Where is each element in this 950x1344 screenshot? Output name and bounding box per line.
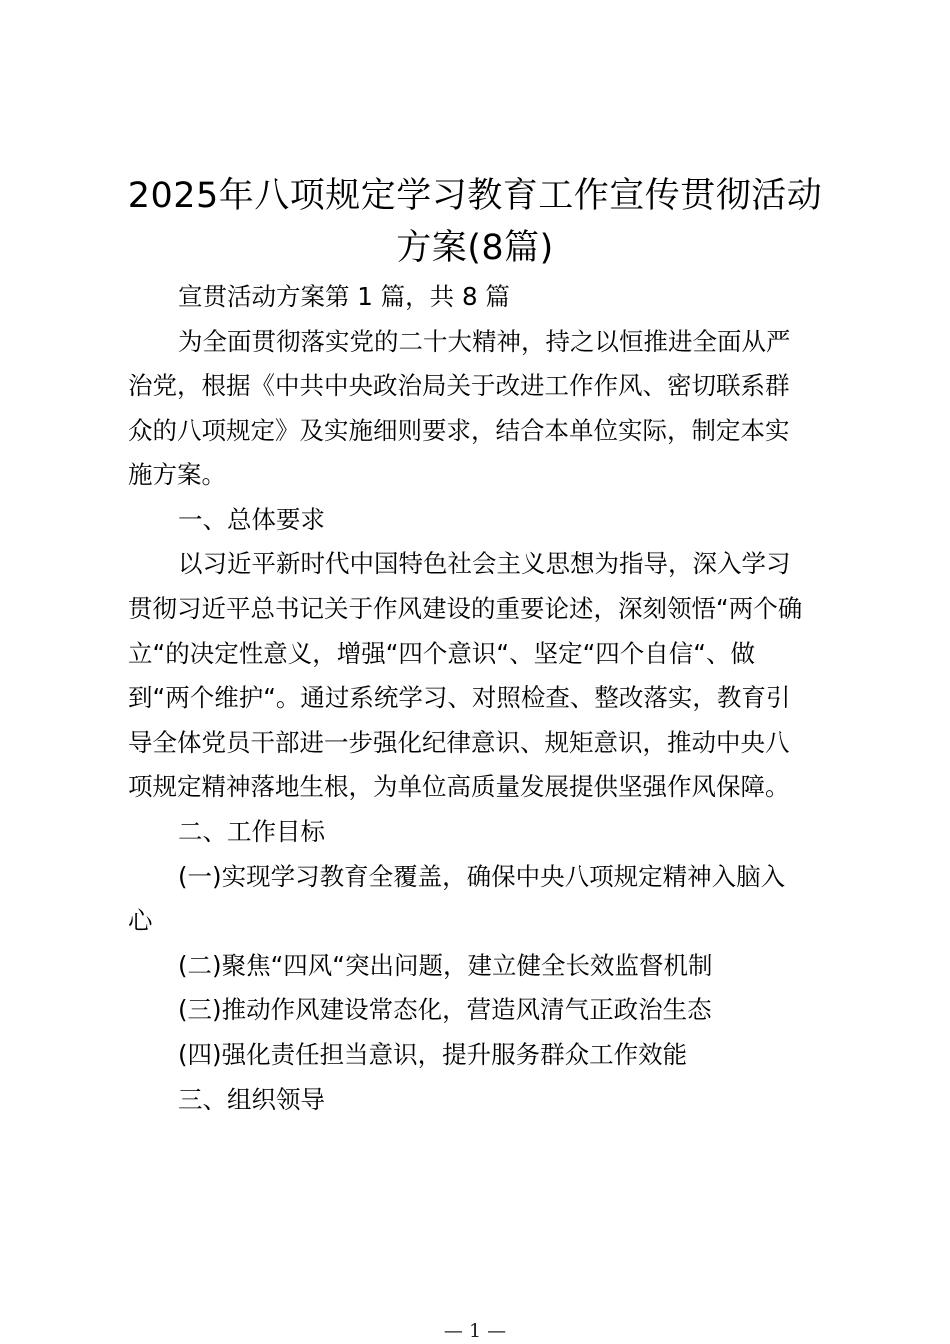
document-subtitle: 宣贯活动方案第 1 篇，共 8 篇 — [178, 282, 510, 311]
section1-paragraph-line: 以习近平新时代中国特色社会主义思想为指导，深入学习 — [178, 549, 791, 578]
intro-paragraph-line: 治党，根据《中共中央政治局关于改进工作作风、密切联系群 — [128, 371, 790, 400]
intro-paragraph-line: 为全面贯彻落实党的二十大精神，持之以恒推进全面从严 — [178, 327, 791, 356]
section-heading-work-goals: 二、工作目标 — [178, 817, 325, 846]
goal-item-1: (一)实现学习教育全覆盖，确保中央八项规定精神入脑入 — [178, 862, 786, 891]
goal-item-2: (二)聚焦“四风“突出问题，建立健全长效监督机制 — [178, 951, 713, 980]
section-heading-general-requirements: 一、总体要求 — [178, 505, 325, 534]
section-heading-organization-leadership: 三、组织领导 — [178, 1085, 325, 1114]
intro-paragraph-line: 众的八项规定》及实施细则要求，结合本单位实际，制定本实 — [128, 416, 790, 445]
document-title-line-1: 2025年八项规定学习教育工作宣传贯彻活动 — [127, 176, 823, 216]
section1-paragraph-line: 导全体党员干部进一步强化纪律意识、规矩意识，推动中央八 — [128, 728, 790, 757]
section1-paragraph-line: 项规定精神落地生根，为单位高质量发展提供坚强作风保障。 — [128, 772, 790, 801]
goal-item-4: (四)强化责任担当意识，提升服务群众工作效能 — [178, 1040, 688, 1069]
document-title-line-2: 方案(8篇) — [396, 228, 554, 268]
section1-paragraph-line: 到“两个维护“。通过系统学习、对照检查、整改落实，教育引 — [128, 683, 791, 712]
page-number: — 1 — — [443, 1320, 507, 1342]
section1-paragraph-line: 立“的决定性意义，增强“四个意识“、坚定“四个自信“、做 — [128, 639, 755, 668]
goal-item-1-continuation: 心 — [128, 906, 153, 935]
intro-paragraph-line: 施方案。 — [128, 460, 226, 489]
goal-item-3: (三)推动作风建设常态化，营造风清气正政治生态 — [178, 995, 712, 1024]
section1-paragraph-line: 贯彻习近平总书记关于作风建设的重要论述，深刻领悟“两个确 — [128, 594, 803, 623]
